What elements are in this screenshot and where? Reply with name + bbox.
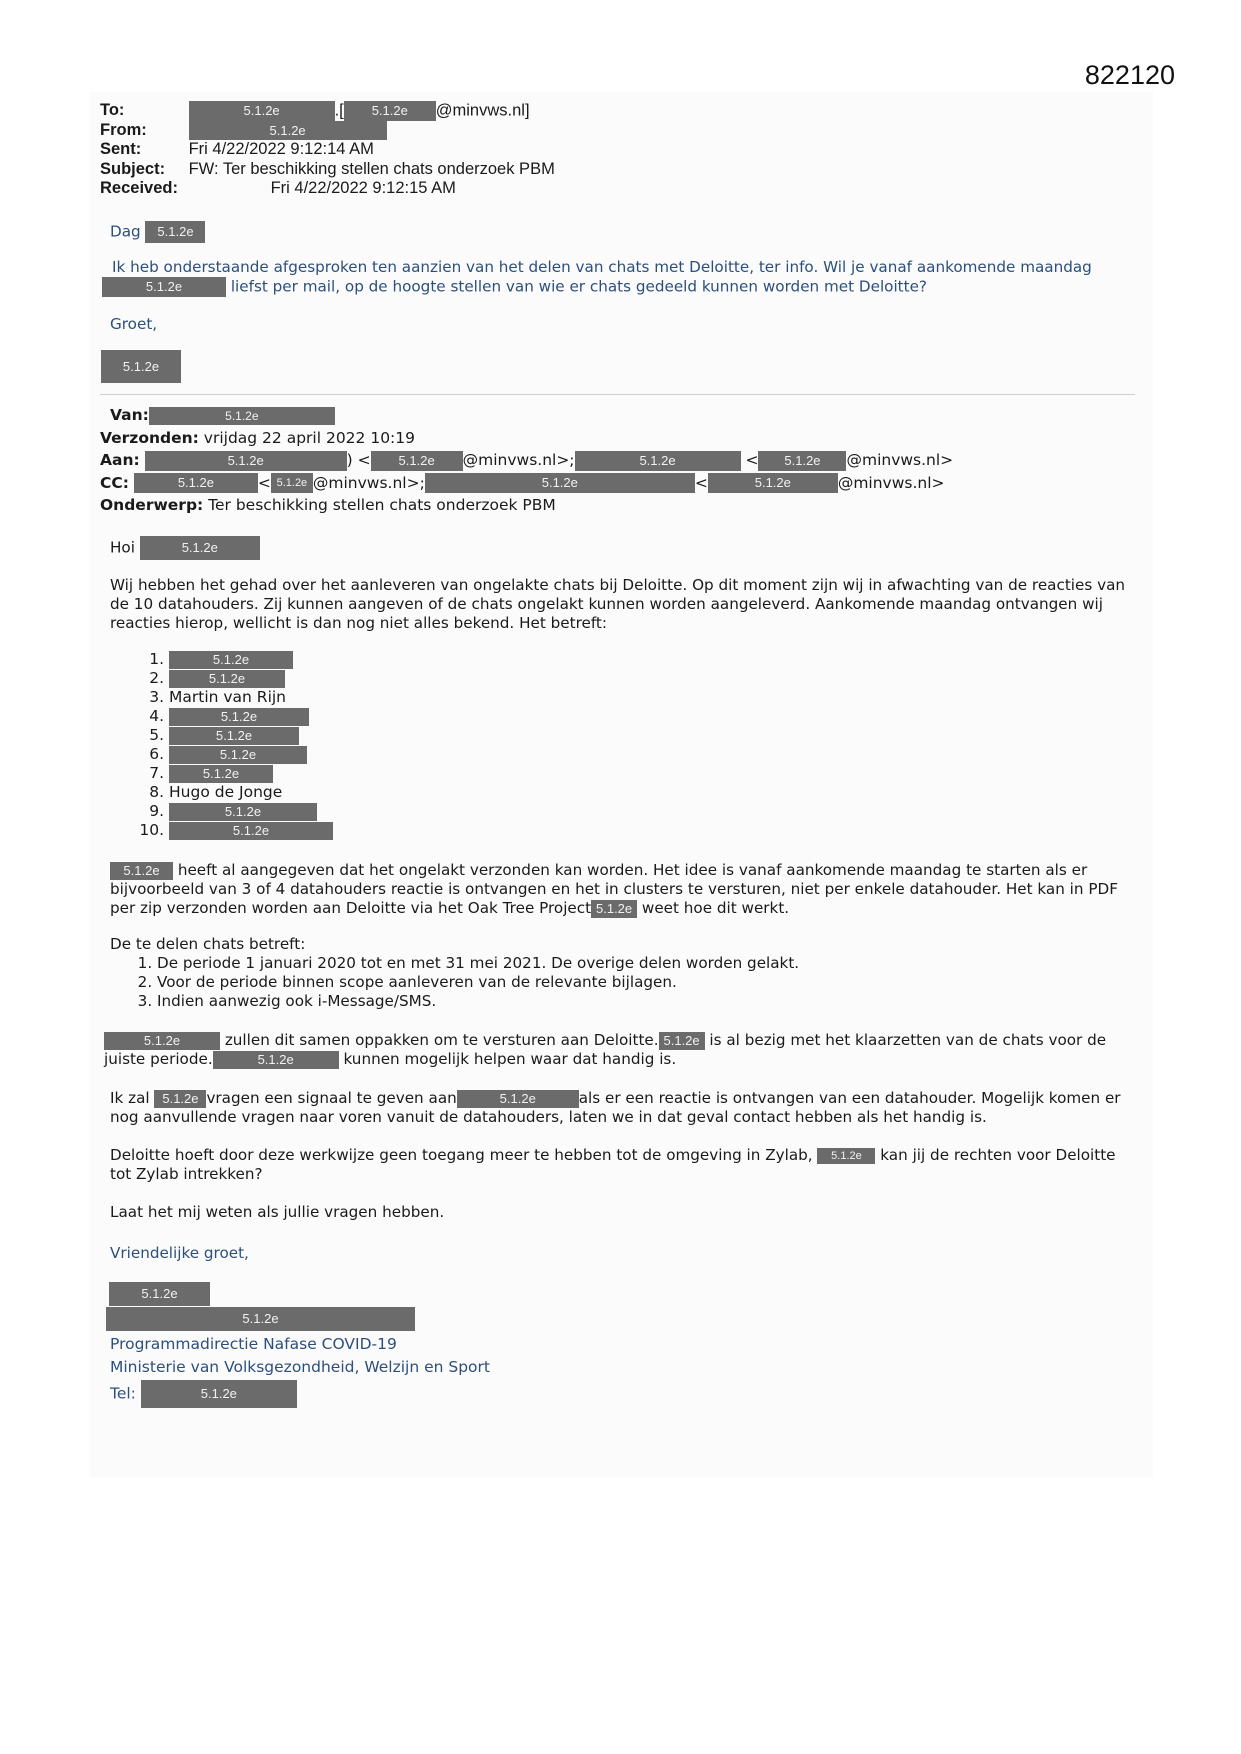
intro-paragraph: Wij hebben het gehad over het aanleveren van ongelakte chats bij Deloitte. Op dit moment zijn wij in afwachting van de reacties van de 10 datahouders. Zij kunnen aangeven of de chats ongelakt kunnen worden aangeleverd. Aankomende maandag ontvangen wij reacties hierop, wellicht is dan nog niet alles bekend. Het betreft: bbox=[110, 576, 1126, 633]
aan-label: Aan: bbox=[100, 451, 140, 469]
redaction-box: 5.1.2e bbox=[344, 101, 436, 121]
redaction-box: 5.1.2e bbox=[189, 121, 387, 140]
delen-block bbox=[110, 935, 1140, 1011]
forward-greeting: Dag bbox=[110, 222, 141, 241]
list-item bbox=[169, 726, 526, 745]
redaction-box: 5.1.2e bbox=[708, 473, 838, 493]
paragraph-4 bbox=[110, 1089, 1140, 1127]
redaction-box: 5.1.2e bbox=[110, 862, 173, 880]
redaction-box: 5.1.2e bbox=[145, 451, 347, 471]
sent-value: Fri 4/22/2022 9:12:14 AM bbox=[188, 140, 374, 158]
cc-lt: < bbox=[257, 473, 271, 492]
forward-line-1: Ik heb onderstaande afgesproken ten aanzien van het delen van chats met Deloitte, ter info. Wil je vanaf aankomende maandag bbox=[112, 258, 1092, 276]
verzonden-value: vrijdag 22 april 2022 10:19 bbox=[203, 428, 415, 447]
aan-lt: < bbox=[745, 451, 759, 469]
datahouders-list bbox=[126, 650, 526, 840]
redaction-box: 5.1.2e bbox=[169, 651, 293, 669]
email-header bbox=[100, 101, 555, 199]
paragraph-2 bbox=[110, 861, 1140, 919]
aan-row bbox=[100, 449, 953, 472]
received-value: Fri 4/22/2022 9:12:15 AM bbox=[270, 179, 456, 197]
paragraph-6: Laat het mij weten als jullie vragen hebben. bbox=[110, 1203, 445, 1221]
list-item bbox=[169, 650, 526, 669]
redaction-box: 5.1.2e bbox=[149, 407, 335, 425]
from-label: From: bbox=[100, 120, 147, 139]
redaction-box: 5.1.2e bbox=[106, 1307, 415, 1331]
p5-text-b: kan jij de rechten voor Deloitte tot Zylab intrekken? bbox=[110, 1146, 1116, 1184]
redaction-box: 5.1.2e bbox=[425, 473, 695, 493]
signature-name bbox=[109, 1282, 210, 1306]
p2-text-a: heeft al aangegeven dat het ongelakt verzonden kan worden. Het idee is vanaf aankomende maandag te starten als er bijvoorbeeld van 3 of 4 datahouders reactie is ontvangen en het in clusters te versturen, niet per enkele datahouder. Het kan in PDF per zip verzonden worden aan Deloitte via het Oak Tree Project bbox=[110, 861, 1118, 918]
redaction-box: 5.1.2e bbox=[817, 1148, 875, 1164]
list-item bbox=[169, 821, 526, 840]
verzonden-row bbox=[100, 427, 953, 450]
redaction-box: 5.1.2e bbox=[591, 900, 637, 918]
cc-label: CC: bbox=[100, 473, 129, 492]
paragraph-3 bbox=[104, 1031, 1134, 1069]
delen-intro: De te delen chats betreft: bbox=[110, 935, 306, 953]
verzonden-label: Verzonden: bbox=[100, 428, 199, 447]
paragraph-5 bbox=[110, 1146, 1140, 1184]
p5-text-a: Deloitte hoeft door deze werkwijze geen toegang meer te hebben tot de omgeving in Zylab, bbox=[110, 1146, 813, 1164]
subject-label: Subject: bbox=[100, 159, 166, 178]
cc-lt-2: < bbox=[694, 473, 708, 492]
to-domain: @minvws.nl] bbox=[435, 101, 530, 120]
p4-text-a: Ik zal bbox=[110, 1089, 150, 1107]
header-to-row bbox=[100, 101, 555, 121]
aan-domain-2: @minvws.nl> bbox=[846, 451, 954, 469]
p3-text-a: zullen dit samen oppakken om te versturen aan Deloitte. bbox=[224, 1031, 659, 1049]
redaction-box: 5.1.2e bbox=[169, 822, 333, 840]
redaction-box: 5.1.2e bbox=[101, 350, 181, 383]
list-item bbox=[169, 745, 526, 764]
to-label: To: bbox=[100, 101, 125, 120]
tel-label: Tel: bbox=[110, 1384, 136, 1403]
aan-sep: ) < bbox=[346, 451, 371, 469]
redaction-box: 5.1.2e bbox=[109, 1282, 210, 1306]
list-item bbox=[169, 707, 526, 726]
p3-text-c: kunnen mogelijk helpen waar dat handig is. bbox=[343, 1050, 677, 1069]
redaction-box: 5.1.2e bbox=[102, 277, 226, 297]
onderwerp-row bbox=[100, 494, 953, 517]
divider bbox=[100, 394, 1135, 395]
redaction-box: 5.1.2e bbox=[104, 1032, 220, 1050]
redaction-box: 5.1.2e bbox=[169, 746, 307, 764]
redaction-box: 5.1.2e bbox=[140, 536, 260, 560]
datahouders-ol bbox=[126, 650, 526, 840]
redaction-box: 5.1.2e bbox=[134, 473, 258, 493]
p4-text-c: als er een reactie is ontvangen van een datahouder. Mogelijk komen er nog aanvullende vragen naar voren vanuit de datahouders, laten we in dat geval contact hebben als het handig is. bbox=[110, 1089, 1121, 1127]
forward-greeting-line bbox=[110, 221, 1140, 243]
redaction-box: 5.1.2e bbox=[189, 101, 335, 121]
to-separator: .[ bbox=[334, 101, 344, 120]
list-item: 2. Voor de periode binnen scope aanleveren van de relevante bijlagen. bbox=[157, 973, 1140, 992]
cc-domain: @minvws.nl>; bbox=[312, 473, 425, 492]
redaction-box: 5.1.2e bbox=[145, 221, 205, 243]
p2-text-b: weet hoe dit werkt. bbox=[641, 899, 790, 918]
header-sent-row bbox=[100, 140, 555, 160]
closing: Vriendelijke groet, bbox=[110, 1244, 249, 1262]
forward-signature bbox=[101, 350, 181, 383]
org-line-2: Ministerie van Volksgezondheid, Welzijn en Sport bbox=[110, 1358, 490, 1376]
list-item: 8. Hugo de Jonge bbox=[169, 783, 526, 802]
cc-domain-2: @minvws.nl> bbox=[837, 473, 945, 492]
hoi-text: Hoi bbox=[110, 538, 135, 557]
received-label: Received: bbox=[100, 179, 178, 197]
p4-text-b: vragen een signaal te geven aan bbox=[206, 1089, 457, 1107]
redaction-box: 5.1.2e bbox=[575, 451, 741, 471]
redaction-box: 5.1.2e bbox=[141, 1380, 297, 1408]
header-subject-row bbox=[100, 160, 555, 180]
redaction-box: 5.1.2e bbox=[213, 1051, 339, 1069]
redaction-box: 5.1.2e bbox=[271, 473, 313, 493]
subject-value: FW: Ter beschikking stellen chats onderzoek PBM bbox=[188, 159, 555, 178]
list-item bbox=[169, 669, 526, 688]
redaction-box: 5.1.2e bbox=[169, 803, 317, 821]
list-item: 3. Indien aanwezig ook i-Message/SMS. bbox=[157, 992, 1140, 1011]
document-number: 822120 bbox=[1084, 60, 1175, 90]
header-from-row bbox=[100, 121, 555, 141]
redaction-box: 5.1.2e bbox=[169, 727, 299, 745]
p3-text-b: is al bezig met het klaarzetten van de chats voor de juiste periode. bbox=[104, 1031, 1107, 1069]
org-line-1: Programmadirectie Nafase COVID-19 bbox=[110, 1335, 397, 1353]
original-meta bbox=[100, 404, 953, 517]
tel-line bbox=[110, 1380, 297, 1408]
onderwerp-value: Ter beschikking stellen chats onderzoek PBM bbox=[208, 496, 556, 514]
forward-message bbox=[112, 258, 1142, 297]
sent-label: Sent: bbox=[100, 140, 142, 158]
hoi-line bbox=[110, 536, 1140, 560]
cc-row bbox=[100, 472, 953, 495]
list-item: 1. De periode 1 januari 2020 tot en met 31 mei 2021. De overige delen worden gelakt. bbox=[157, 954, 1140, 973]
redaction-box: 5.1.2e bbox=[659, 1032, 705, 1050]
redaction-box: 5.1.2e bbox=[169, 670, 285, 688]
onderwerp-label: Onderwerp: bbox=[100, 496, 204, 514]
list-item: 3. Martin van Rijn bbox=[169, 688, 526, 707]
forward-line-2: liefst per mail, op de hoogte stellen van wie er chats gedeeld kunnen worden met Deloitte? bbox=[230, 277, 927, 296]
van-label: Van: bbox=[110, 406, 149, 424]
header-received-row bbox=[100, 179, 555, 199]
aan-domain: @minvws.nl>; bbox=[462, 451, 575, 469]
forward-closing: Groet, bbox=[110, 315, 158, 333]
list-item bbox=[169, 764, 526, 783]
redaction-box: 5.1.2e bbox=[169, 708, 309, 726]
redaction-box: 5.1.2e bbox=[758, 451, 846, 471]
redaction-box: 5.1.2e bbox=[154, 1090, 206, 1108]
list-item bbox=[169, 802, 526, 821]
redaction-box: 5.1.2e bbox=[169, 765, 273, 783]
signature-title bbox=[106, 1307, 415, 1331]
van-row bbox=[100, 404, 953, 427]
delen-ol bbox=[110, 954, 1140, 1011]
redaction-box: 5.1.2e bbox=[457, 1090, 579, 1108]
forward-line-2-wrap bbox=[102, 277, 1142, 297]
redaction-box: 5.1.2e bbox=[371, 451, 463, 471]
